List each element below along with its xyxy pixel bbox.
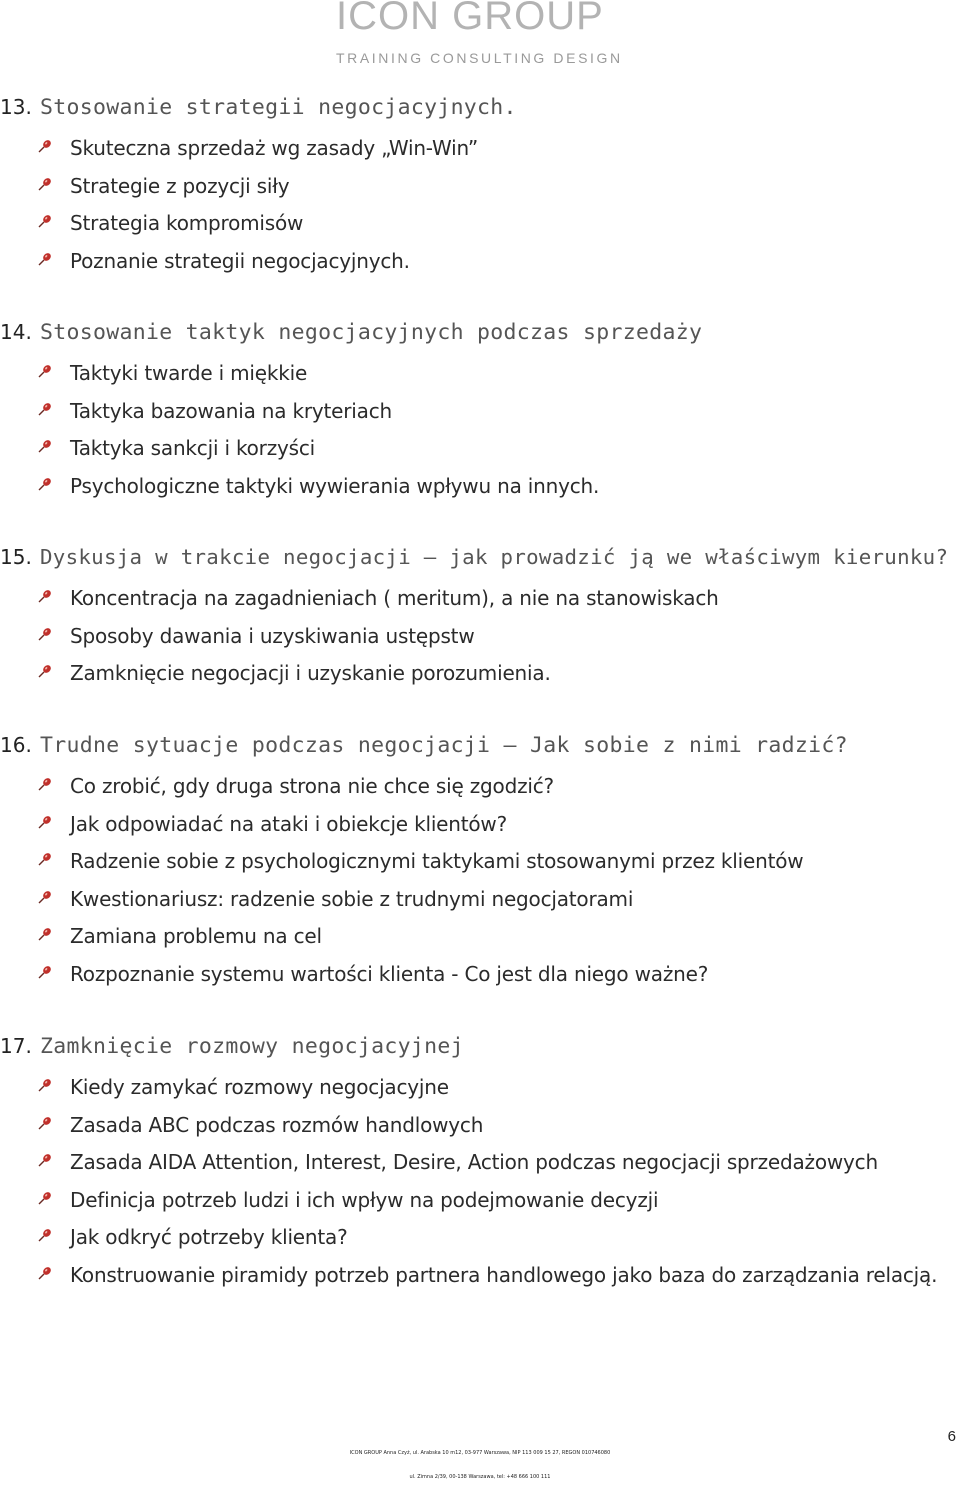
list-item [38,1184,658,1216]
list-item-text: Taktyka sankcji i korzyści [70,436,316,460]
red-pushpin-icon [38,964,52,978]
list-item [38,395,392,427]
list-item-text: Zasada ABC podczas rozmów handlowych [70,1113,484,1137]
section-heading [0,95,517,125]
section-title: Stosowanie strategii negocjacyjnych. [40,95,517,120]
list-item [38,1109,483,1141]
red-pushpin-icon [38,588,52,602]
logo-name: ICON GROUP [336,0,604,38]
list-item [38,883,633,915]
list-item-text: Poznanie strategii negocjacyjnych. [70,249,410,273]
list-item [38,132,478,164]
list-item-text: Skuteczna sprzedaż wg zasady „Win-Win” [70,136,479,160]
red-pushpin-icon [38,176,52,190]
list-item-text: Koncentracja na zagadnieniach ( meritum), a nie na stanowiskach [70,586,719,610]
list-item-text: Taktyka bazowania na kryteriach [70,399,392,423]
list-item [38,245,410,277]
list-item-text: Jak odpowiadać na ataki i obiekcje klientów? [70,812,508,836]
list-item-text: Co zrobić, gdy druga strona nie chce się zgodzić? [70,774,554,798]
red-pushpin-icon [38,363,52,377]
red-pushpin-icon [38,401,52,415]
list-item-text: Kwestionariusz: radzenie sobie z trudnymi negocjatorami [70,887,634,911]
red-pushpin-icon [38,476,52,490]
list-item-text: Psychologiczne taktyki wywierania wpływu na innych. [70,474,600,498]
section-heading [0,545,948,575]
list-item [38,620,474,652]
list-item [38,1221,348,1253]
footer-address-line-1: ICON GROUP Anna Czyż, ul. Arabska 10 m12, 03-977 Warszawa, NIP 113 009 15 27, REGON 010746080 [349,1450,611,1456]
list-item-text: Jak odkryć potrzeby klienta? [70,1225,348,1249]
list-item-text: Strategie z pozycji siły [70,174,290,198]
list-item [38,432,315,464]
section-title: Zamknięcie rozmowy negocjacyjnej [40,1034,464,1059]
list-item [38,808,507,840]
logo-tagline: TRAINING CONSULTING DESIGN [336,50,623,66]
section-heading [0,733,848,763]
list-item-text: Rozpoznanie systemu wartości klienta - Co jest dla niego ważne? [70,962,709,986]
list-item-text: Strategia kompromisów [70,211,304,235]
section-heading [0,1034,464,1064]
red-pushpin-icon [38,213,52,227]
list-item-text: Kiedy zamykać rozmowy negocjacyjne [70,1075,449,1099]
section-title: Dyskusja w trakcie negocjacji – jak prowadzić ją we właściwym kierunku? [40,545,949,569]
section-title: Trudne sytuacje podczas negocjacji – Jak sobie z nimi radzić? [40,733,848,758]
section-title: Stosowanie taktyk negocjacyjnych podczas sprzedaży [40,320,703,345]
list-item-text: Zasada AIDA Attention, Interest, Desire, Action podczas negocjacji sprzedażowych [70,1150,878,1174]
list-item [38,845,803,877]
red-pushpin-icon [38,626,52,640]
list-item [38,357,307,389]
red-pushpin-icon [38,851,52,865]
list-item [38,1259,937,1291]
red-pushpin-icon [38,251,52,265]
list-item-text: Taktyki twarde i miękkie [70,361,308,385]
red-pushpin-icon [38,1152,52,1166]
section-number: 15. [0,545,32,569]
red-pushpin-icon [38,776,52,790]
red-pushpin-icon [38,1115,52,1129]
list-item [38,920,322,952]
list-item-text: Radzenie sobie z psychologicznymi taktykami stosowanymi przez klientów [70,849,804,873]
list-item [38,1146,878,1178]
section-number: 13. [0,95,32,119]
section-number: 14. [0,320,32,344]
red-pushpin-icon [38,814,52,828]
red-pushpin-icon [38,889,52,903]
list-item [38,207,303,239]
red-pushpin-icon [38,1190,52,1204]
red-pushpin-icon [38,438,52,452]
section-number: 16. [0,733,32,757]
list-item-text: Definicja potrzeb ludzi i ich wpływ na podejmowanie decyzji [70,1188,659,1212]
red-pushpin-icon [38,1265,52,1279]
list-item-text: Konstruowanie piramidy potrzeb partnera handlowego jako baza do zarządzania relacją. [70,1263,938,1287]
list-item [38,470,599,502]
list-item-text: Sposoby dawania i uzyskiwania ustępstw [70,624,475,648]
section-heading [0,320,702,350]
list-item [38,582,719,614]
list-item [38,1071,449,1103]
red-pushpin-icon [38,663,52,677]
list-item-text: Zamknięcie negocjacji i uzyskanie porozumienia. [70,661,551,685]
red-pushpin-icon [38,926,52,940]
list-item-text: Zamiana problemu na cel [70,924,322,948]
list-item [38,770,554,802]
list-item [38,958,708,990]
list-item [38,170,289,202]
section-number: 17. [0,1034,32,1058]
footer-address-line-2: ul. Zimna 2/39, 00-138 Warszawa, tel: +48 666 100 111 [409,1474,551,1480]
list-item [38,657,551,689]
red-pushpin-icon [38,138,52,152]
page-number: 6 [947,1428,956,1445]
red-pushpin-icon [38,1227,52,1241]
red-pushpin-icon [38,1077,52,1091]
